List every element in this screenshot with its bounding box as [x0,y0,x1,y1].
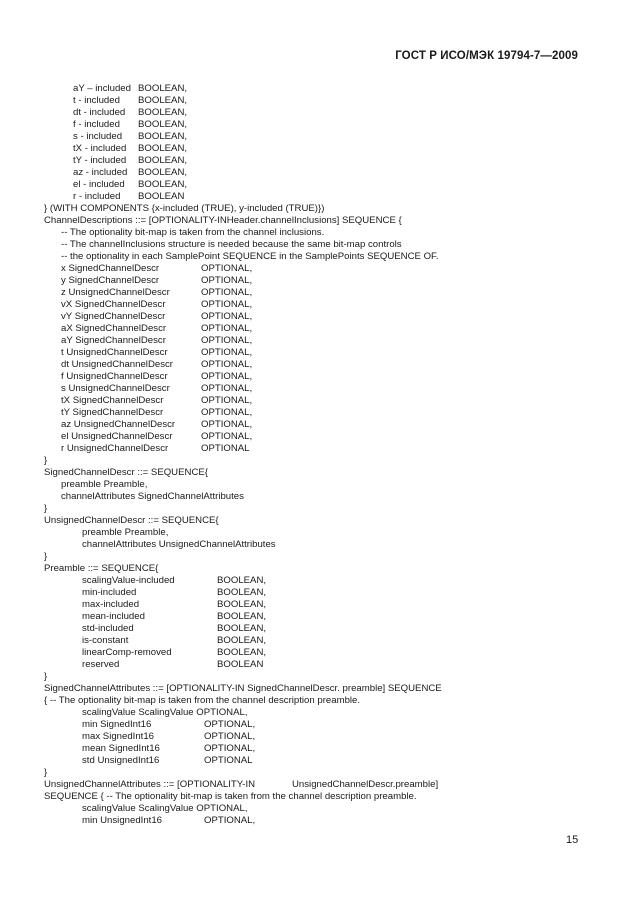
code-line: x SignedChannelDescr [61,263,160,274]
code-line-type: OPTIONAL, [201,299,253,310]
code-line: mean-included [82,611,145,622]
code-line: SEQUENCE { -- The optionality bit-map is taken from the channel description preamble. [44,791,417,802]
code-line: } [44,551,48,562]
code-line: dt UnsignedChannelDescr [61,359,173,370]
code-line: tY SignedChannelDescr [61,407,164,418]
code-line-type: BOOLEAN, [217,599,267,610]
code-line: scalingValue ScalingValue OPTIONAL, [82,707,248,718]
code-line-type: BOOLEAN, [138,143,188,154]
code-line-type: OPTIONAL, [201,311,253,322]
code-line: { -- The optionality bit-map is taken from the channel description preamble. [44,695,361,706]
code-line-type: OPTIONAL, [204,815,256,826]
code-line-type: BOOLEAN, [217,635,267,646]
code-line: s UnsignedChannelDescr [61,383,170,394]
code-line-type: OPTIONAL, [204,719,256,730]
code-line: preamble Preamble, [82,527,169,538]
code-line-type: OPTIONAL, [201,371,253,382]
code-line: r UnsignedChannelDescr [61,443,169,454]
code-line-type: BOOLEAN, [138,119,188,130]
code-line-type: OPTIONAL, [201,395,253,406]
code-line-type: OPTIONAL, [201,383,253,394]
code-line: f UnsignedChannelDescr [61,371,168,382]
code-line-type: BOOLEAN, [217,647,267,658]
code-line: channelAttributes SignedChannelAttributes [61,491,244,502]
code-line: r - included [73,191,121,202]
code-line: max-included [82,599,140,610]
code-line: min UnsignedInt16 [82,815,162,826]
code-line: el - included [73,179,125,190]
code-line: aX SignedChannelDescr [61,323,167,334]
code-line: mean SignedInt16 [82,743,160,754]
code-line: s - included [73,131,123,142]
code-line-type: BOOLEAN, [217,587,267,598]
code-line: tX - included [73,143,127,154]
code-line: } [44,671,48,682]
code-line: vX SignedChannelDescr [61,299,166,310]
code-line-type: BOOLEAN, [138,167,188,178]
code-line: ChannelDescriptions ::= [OPTIONALITY-INHeader.channelInclusions] SEQUENCE { [44,215,402,226]
code-line: std UnsignedInt16 [82,755,160,766]
code-line: az - included [73,167,128,178]
code-line: aY – included [73,83,131,94]
code-line-type: BOOLEAN, [138,155,188,166]
code-line: UnsignedChannelDescr ::= SEQUENCE{ [44,515,219,526]
code-line-type: OPTIONAL, [201,359,253,370]
code-line: std-included [82,623,134,634]
code-line-type: BOOLEAN, [138,95,188,106]
code-line: tY - included [73,155,127,166]
code-line: z UnsignedChannelDescr [61,287,170,298]
code-line: reserved [82,659,120,670]
code-line: scalingValue ScalingValue OPTIONAL, [82,803,248,814]
code-line: tX SignedChannelDescr [61,395,164,406]
code-line: dt - included [73,107,126,118]
code-line: min-included [82,587,137,598]
code-line: max SignedInt16 [82,731,154,742]
code-line: -- The optionality bit-map is taken from the channel inclusions. [61,227,325,238]
code-line-type: BOOLEAN, [138,131,188,142]
code-line: min SignedInt16 [82,719,152,730]
code-line: } (WITH COMPONENTS {x-included (TRUE), y-included (TRUE)}) [44,203,325,214]
code-line-type: OPTIONAL [204,755,253,766]
code-line: y SignedChannelDescr [61,275,160,286]
code-line: el UnsignedChannelDescr [61,431,173,442]
code-line-type: BOOLEAN [217,659,264,670]
code-line: az UnsignedChannelDescr [61,419,176,430]
code-line: linearComp-removed [82,647,172,658]
page-number: 15 [566,834,579,846]
code-line-type: BOOLEAN, [217,623,267,634]
code-line: f - included [73,119,120,130]
code-line: is-constant [82,635,129,646]
code-line-type: OPTIONAL [201,443,250,454]
code-line-type: OPTIONAL, [201,263,253,274]
code-line: -- The channelInclusions structure is needed because the same bit-map controls [61,239,402,250]
code-line: } [44,767,48,778]
code-line-type: OPTIONAL, [201,431,253,442]
code-line-type: BOOLEAN, [138,83,188,94]
code-line-type: OPTIONAL, [201,287,253,298]
code-line-type: OPTIONAL, [201,335,253,346]
code-line: } [44,455,48,466]
code-line: UnsignedChannelAttributes ::= [OPTIONALITY-IN [44,779,256,790]
code-line-type: BOOLEAN, [217,611,267,622]
code-line: Preamble ::= SEQUENCE{ [44,563,159,574]
code-line-type: OPTIONAL, [201,347,253,358]
code-line-type: OPTIONAL, [204,731,256,742]
code-line-type: BOOLEAN, [138,179,188,190]
code-line: scalingValue-included [82,575,175,586]
code-line-type: BOOLEAN, [138,107,188,118]
code-line-type: OPTIONAL, [201,275,253,286]
code-line: aY SignedChannelDescr [61,335,166,346]
code-line: t - included [73,95,120,106]
code-line-type: OPTIONAL, [204,743,256,754]
code-line-type: OPTIONAL, [201,323,253,334]
code-line-type: BOOLEAN, [217,575,267,586]
code-line: SignedChannelAttributes ::= [OPTIONALITY-IN SignedChannelDescr. preamble] SEQUENCE [44,683,442,694]
code-line-type: OPTIONAL, [201,407,253,418]
code-line: channelAttributes UnsignedChannelAttributes [82,539,276,550]
code-line: vY SignedChannelDescr [61,311,166,322]
code-line-type: BOOLEAN [138,191,185,202]
code-line: t UnsignedChannelDescr [61,347,168,358]
code-line: -- the optionality in each SamplePoint SEQUENCE in the SamplePoints SEQUENCE OF. [61,251,439,262]
document-header: ГОСТ Р ИСО/МЭК 19794-7—2009 [395,50,578,62]
code-line: SignedChannelDescr ::= SEQUENCE{ [44,467,208,478]
code-line-type: OPTIONAL, [201,419,253,430]
code-line-type: UnsignedChannelDescr.preamble] [292,779,439,790]
code-line: } [44,503,48,514]
code-line: preamble Preamble, [61,479,148,490]
